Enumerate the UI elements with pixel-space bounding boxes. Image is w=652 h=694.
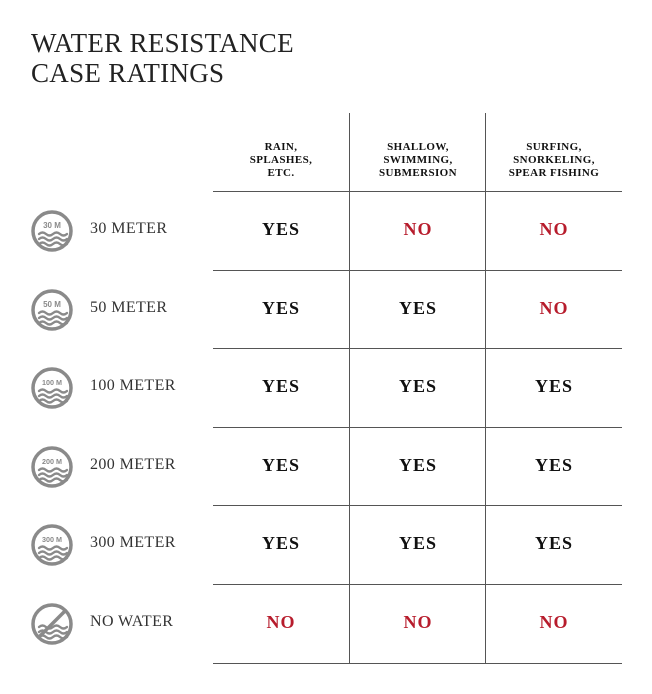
row-divider-2: [213, 348, 622, 349]
header-divider: [213, 191, 622, 192]
icon-depth-label: 30 M: [43, 220, 61, 230]
row-label: 100 METER: [90, 376, 176, 394]
page-title: [31, 28, 294, 88]
rating-cell: YES: [261, 297, 300, 318]
column-header-shallow: SHALLOW, SWIMMING, SUBMERSION: [379, 141, 457, 179]
column-header-surfing: SURFING, SNORKELING, SPEAR FISHING: [508, 141, 600, 179]
rating-cell: YES: [261, 375, 300, 396]
row-divider-3: [213, 427, 622, 428]
rating-cell: YES: [398, 454, 437, 475]
icon-depth-label: 100 M: [42, 377, 62, 387]
water-depth-100m-icon: [30, 366, 74, 410]
row-divider-4: [213, 505, 622, 506]
rating-cell: YES: [398, 375, 437, 396]
title-line-2: CASE RATINGS: [31, 58, 225, 88]
icon-depth-label: 200 M: [42, 456, 62, 466]
rating-cell: YES: [398, 297, 437, 318]
row-label: 300 METER: [90, 533, 176, 551]
rating-cell: NO: [266, 611, 296, 632]
rating-cell: YES: [534, 375, 573, 396]
water-depth-300m-icon: [30, 523, 74, 567]
rating-cell: NO: [539, 611, 569, 632]
rating-cell: NO: [403, 611, 433, 632]
rating-cell: YES: [261, 532, 300, 553]
row-divider-5: [213, 584, 622, 585]
row-label: 30 METER: [90, 219, 168, 237]
row-label: NO WATER: [90, 612, 174, 630]
water-depth-50m-icon: [30, 288, 74, 332]
water-depth-30m-icon: [30, 209, 74, 253]
icon-depth-label: 300 M: [42, 534, 62, 544]
rating-cell: YES: [534, 532, 573, 553]
row-label: 50 METER: [90, 298, 168, 316]
row-label: 200 METER: [90, 455, 176, 473]
water-depth-200m-icon: [30, 445, 74, 489]
title-line-1: WATER RESISTANCE: [31, 28, 294, 58]
row-divider-6: [213, 663, 622, 664]
column-header-rain: RAIN, SPLASHES, ETC.: [249, 141, 313, 179]
rating-cell: YES: [261, 454, 300, 475]
rating-cell: YES: [534, 454, 573, 475]
icon-depth-label: 50 M: [43, 299, 61, 309]
rating-cell: YES: [398, 532, 437, 553]
rating-cell: YES: [261, 218, 300, 239]
rating-cell: NO: [539, 218, 569, 239]
no-water-icon: [30, 602, 74, 646]
rating-cell: NO: [403, 218, 433, 239]
rating-cell: NO: [539, 297, 569, 318]
row-divider-1: [213, 270, 622, 271]
